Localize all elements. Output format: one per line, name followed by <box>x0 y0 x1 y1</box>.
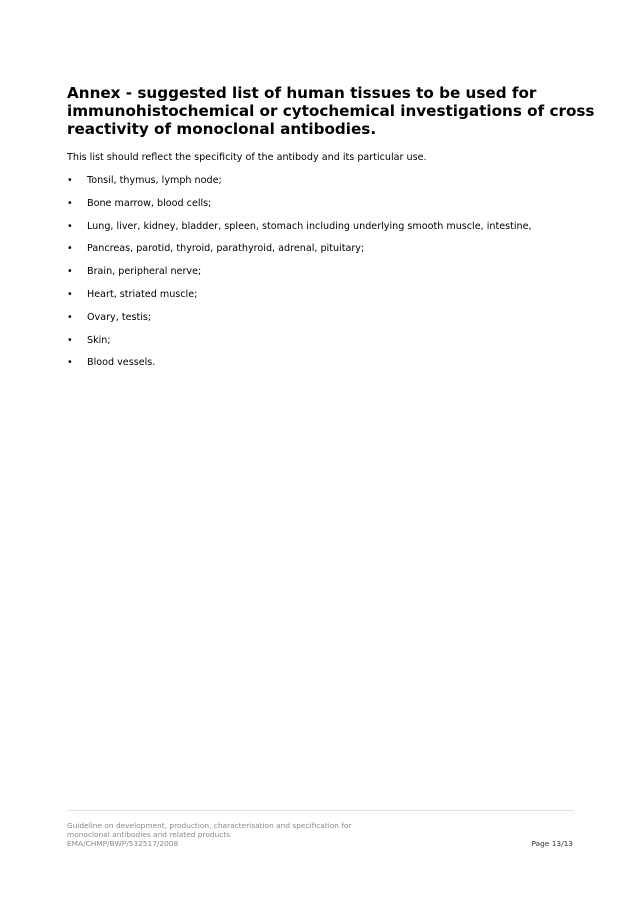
list-item-text: Heart, striated muscle; <box>87 288 198 300</box>
bullet-icon: • <box>67 357 73 369</box>
footer-line: monoclonal antibodies and related products <box>67 830 231 840</box>
title-line: Annex - suggested list of human tissues to be used for <box>67 84 537 102</box>
list-item-text: Lung, liver, kidney, bladder, spleen, stomach including underlying smooth muscle, intestine, <box>87 220 532 232</box>
list-item-text: Brain, peripheral nerve; <box>87 266 202 278</box>
footer-divider <box>67 810 574 811</box>
title-line: immunohistochemical or cytochemical investigations of cross <box>67 102 595 120</box>
footer-line: Guideline on development, production, characterisation and specification for <box>67 821 352 830</box>
bullet-icon: • <box>67 220 73 232</box>
bullet-icon: • <box>67 288 73 300</box>
list-item-text: Bone marrow, blood cells; <box>87 197 212 209</box>
footer-reference <box>67 821 352 849</box>
list-item-text: Pancreas, parotid, thyroid, parathyroid, adrenal, pituitary; <box>87 243 365 255</box>
list-item-text: Skin; <box>87 334 111 346</box>
bullet-icon: • <box>67 243 73 255</box>
bullet-icon: • <box>67 266 73 278</box>
bullet-icon: • <box>67 175 73 186</box>
bullet-icon: • <box>67 311 73 323</box>
page-number: Page 13/13 <box>531 839 573 848</box>
annex-title <box>67 84 595 138</box>
bullet-icon: • <box>67 334 73 346</box>
bullet-icon: • <box>67 197 73 209</box>
footer-line: EMA/CHMP/BWP/532517/2008 <box>67 839 179 849</box>
title-line: reactivity of monoclonal antibodies. <box>67 120 377 138</box>
list-item-text: Tonsil, thymus, lymph node; <box>87 175 222 186</box>
intro-paragraph: This list should reflect the specificity of the antibody and its particular use. <box>67 152 427 163</box>
list-item-text: Blood vessels. <box>87 357 156 369</box>
list-item-text: Ovary, testis; <box>87 311 152 323</box>
